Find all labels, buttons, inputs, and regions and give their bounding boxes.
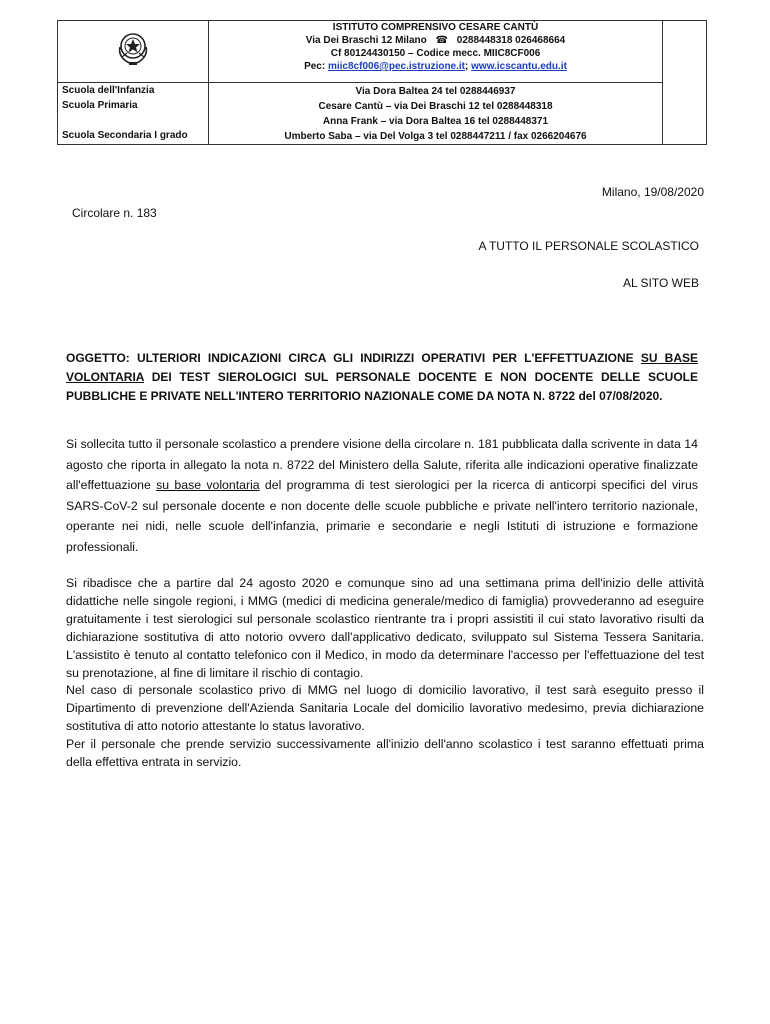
body-paragraph-4-text: Per il personale che prende servizio successivamente all'inizio dell'anno scolastico i test saranno effettuati prima della effettiva entrata in servizio. xyxy=(66,737,704,770)
institute-address: Via Dei Braschi 12 Milano ☎ 0288448318 026468664 xyxy=(305,35,566,46)
fiscal-codes: Cf 80124430150 – Codice mecc. MIIC8CF006 xyxy=(330,48,541,59)
recipient-website: AL SITO WEB xyxy=(622,276,699,290)
recipient-staff: A TUTTO IL PERSONALE SCOLASTICO xyxy=(478,239,699,253)
school-address-frank: Anna Frank – via Dora Baltea 16 tel 0288448371 xyxy=(322,116,549,127)
school-type-infanzia: Scuola dell'Infanzia xyxy=(62,85,155,96)
school-types-cell xyxy=(58,83,209,145)
school-type-primaria: Scuola Primaria xyxy=(62,100,138,111)
contact-line: Pec: miic8cf006@pec.istruzione.it; www.icscantu.edu.it xyxy=(304,61,567,72)
body-paragraph-2 xyxy=(66,575,704,772)
body-paragraph-2-text: Si ribadisce che a partire dal 24 agosto 2020 e comunque sino ad una settimana prima dell'inizio delle attività didattiche nelle singole regioni, i MMG (medici di medicina generale/medico di famiglia) provvederanno ad eseguire gratuitamente i test sierologici sul personale scolastico rientrante tra i propri assistiti il cui stato lavorativo risulti da dichiarazione sostitutiva di atto notorio ovvero dall'applicativo dedicato, sviluppato sul Sistema Tessera Sanitaria. L'assistito è tenuto al contatto telefonico con il Medico, in modo da determinare l'accesso per l'effettuazione del test su prenotazione, al fine di limitare il rischio di contagio. xyxy=(66,576,704,680)
circular-number: Circolare n. 183 xyxy=(72,206,157,220)
body-paragraph-3-text: Nel caso di personale scolastico privo di MMG nel luogo di domicilio lavorativo, il test sarà eseguito presso il Dipartimento di prevenzione dell'Azienda Sanitaria Locale del domicilio lavorativo medesimo, previa dichiarazione sostitutiva di atto notorio attestante lo status lavorativo. xyxy=(66,683,704,734)
letter-date: Milano, 19/08/2020 xyxy=(601,185,704,199)
website-link[interactable]: www.icscantu.edu.it xyxy=(471,61,567,72)
body-paragraph-1: Si sollecita tutto il personale scolastico a prendere visione della circolare n. 181 pubblicata dalla scrivente in data 14 agosto che riporta in allegato la nota n. 8722 del Ministero della Salute, riferita alle indicazioni operative finalizzate all'effettuazione su base volontaria del programma di test sierologici per la ricerca di anticorpi specifici del virus SARS-CoV-2 sul personale docente e non docente delle scuole pubbliche e private nell'intero territorio nazionale, operante nei nidi, nelle scuole dell'infanzia, primarie e secondarie e negli Istituti di istruzione e formazione professionali. xyxy=(66,437,698,554)
institute-name: ISTITUTO COMPRENSIVO CESARE CANTÙ xyxy=(332,22,539,33)
schools-cell xyxy=(209,83,663,145)
header-empty-cell xyxy=(663,21,707,145)
school-address-infanzia: Via Dora Baltea 24 tel 0288446937 xyxy=(355,86,516,97)
emblem-cell xyxy=(58,21,209,83)
letter-subject: OGGETTO: ULTERIORI INDICAZIONI CIRCA GLI INDIRIZZI OPERATIVI PER L'EFFETTUAZIONE SU BASE VOLONTARIA DEI TEST SIEROLOGICI SUL PERSONALE DOCENTE E NON DOCENTE DELLE SCUOLE PUBBLICHE E PRIVATE NELL'INTERO TERRITORIO NAZIONALE COME DA NOTA N. 8722 del 07/08/2020. xyxy=(66,351,699,403)
school-address-cantu: Cesare Cantù – via Dei Braschi 12 tel 0288448318 xyxy=(318,101,553,112)
institute-info-cell xyxy=(209,21,663,83)
letterhead-table xyxy=(57,20,707,145)
pec-email-link[interactable]: miic8cf006@pec.istruzione.it xyxy=(327,61,466,72)
italian-republic-emblem-icon xyxy=(114,27,152,67)
school-address-saba: Umberto Saba – via Del Volga 3 tel 0288447211 / fax 0266204676 xyxy=(284,131,587,142)
school-type-secondaria: Scuola Secondaria I grado xyxy=(62,130,188,141)
phone-icon: ☎ xyxy=(435,35,448,46)
